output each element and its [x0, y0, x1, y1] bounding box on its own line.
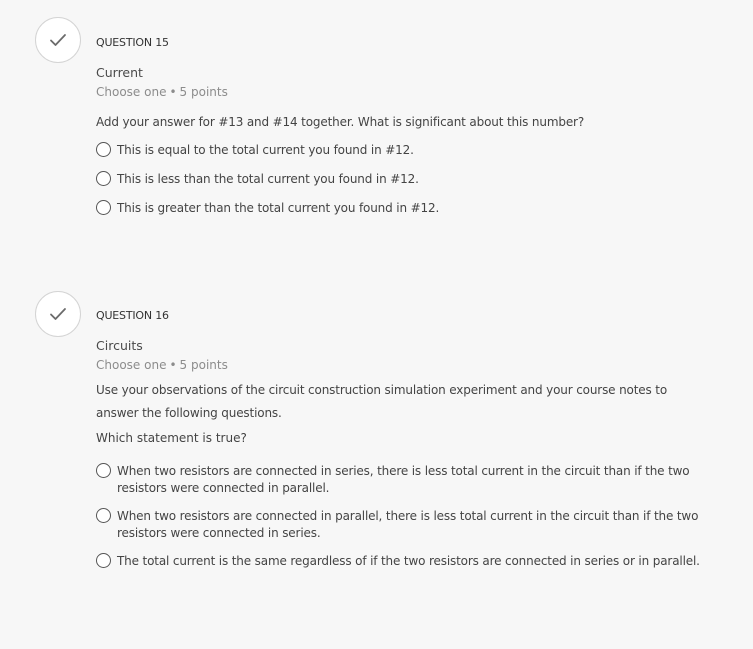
answer-option-label: When two resistors are connected in parallel, there is less total current in the circuit than if the two resistors were connected in series. [117, 509, 699, 540]
question-points: 5 points [179, 358, 228, 372]
question-number: QUESTION 16 [96, 309, 169, 322]
question-meta [96, 84, 733, 100]
checkmark-icon [49, 32, 67, 48]
radio-button-icon[interactable] [96, 463, 111, 478]
radio-button-icon[interactable] [96, 142, 111, 157]
checkmark-icon [49, 306, 67, 322]
answer-option[interactable] [96, 200, 733, 217]
answer-option-label: This is equal to the total current you found in #12. [117, 143, 414, 157]
answer-option-label: The total current is the same regardless of if the two resistors are connected in series or in parallel. [117, 554, 700, 568]
answer-option[interactable] [96, 142, 733, 159]
question-16 [0, 270, 753, 649]
answer-options [96, 142, 733, 217]
answer-option-label: This is less than the total current you found in #12. [117, 172, 419, 186]
question-points: 5 points [179, 85, 228, 99]
meta-separator: • [169, 358, 177, 372]
question-prompt: Add your answer for #13 and #14 together. What is significant about this number? [96, 115, 585, 129]
question-meta [96, 357, 733, 373]
radio-button-icon[interactable] [96, 171, 111, 186]
question-15-status [35, 17, 81, 63]
question-title: Current [96, 65, 143, 80]
question-type: Choose one [96, 358, 167, 372]
answer-option[interactable] [96, 463, 733, 497]
question-number: QUESTION 15 [96, 36, 169, 49]
answer-option[interactable] [96, 508, 733, 542]
meta-separator: • [169, 85, 177, 99]
radio-button-icon[interactable] [96, 200, 111, 215]
question-subprompt: Which statement is true? [96, 431, 247, 445]
answer-option-label: When two resistors are connected in series, there is less total current in the circuit than if the two resistors were connected in parallel. [117, 464, 690, 495]
radio-button-icon[interactable] [96, 553, 111, 568]
answer-option[interactable] [96, 171, 733, 188]
question-type: Choose one [96, 85, 167, 99]
question-16-status [35, 291, 81, 337]
question-15 [0, 0, 753, 270]
question-title: Circuits [96, 338, 143, 353]
question-prompt: Use your observations of the circuit construction simulation experiment and your course notes to answer the following questions. [96, 383, 668, 420]
answer-options [96, 463, 733, 570]
radio-button-icon[interactable] [96, 508, 111, 523]
answer-option-label: This is greater than the total current you found in #12. [117, 201, 440, 215]
answer-option[interactable] [96, 553, 733, 570]
